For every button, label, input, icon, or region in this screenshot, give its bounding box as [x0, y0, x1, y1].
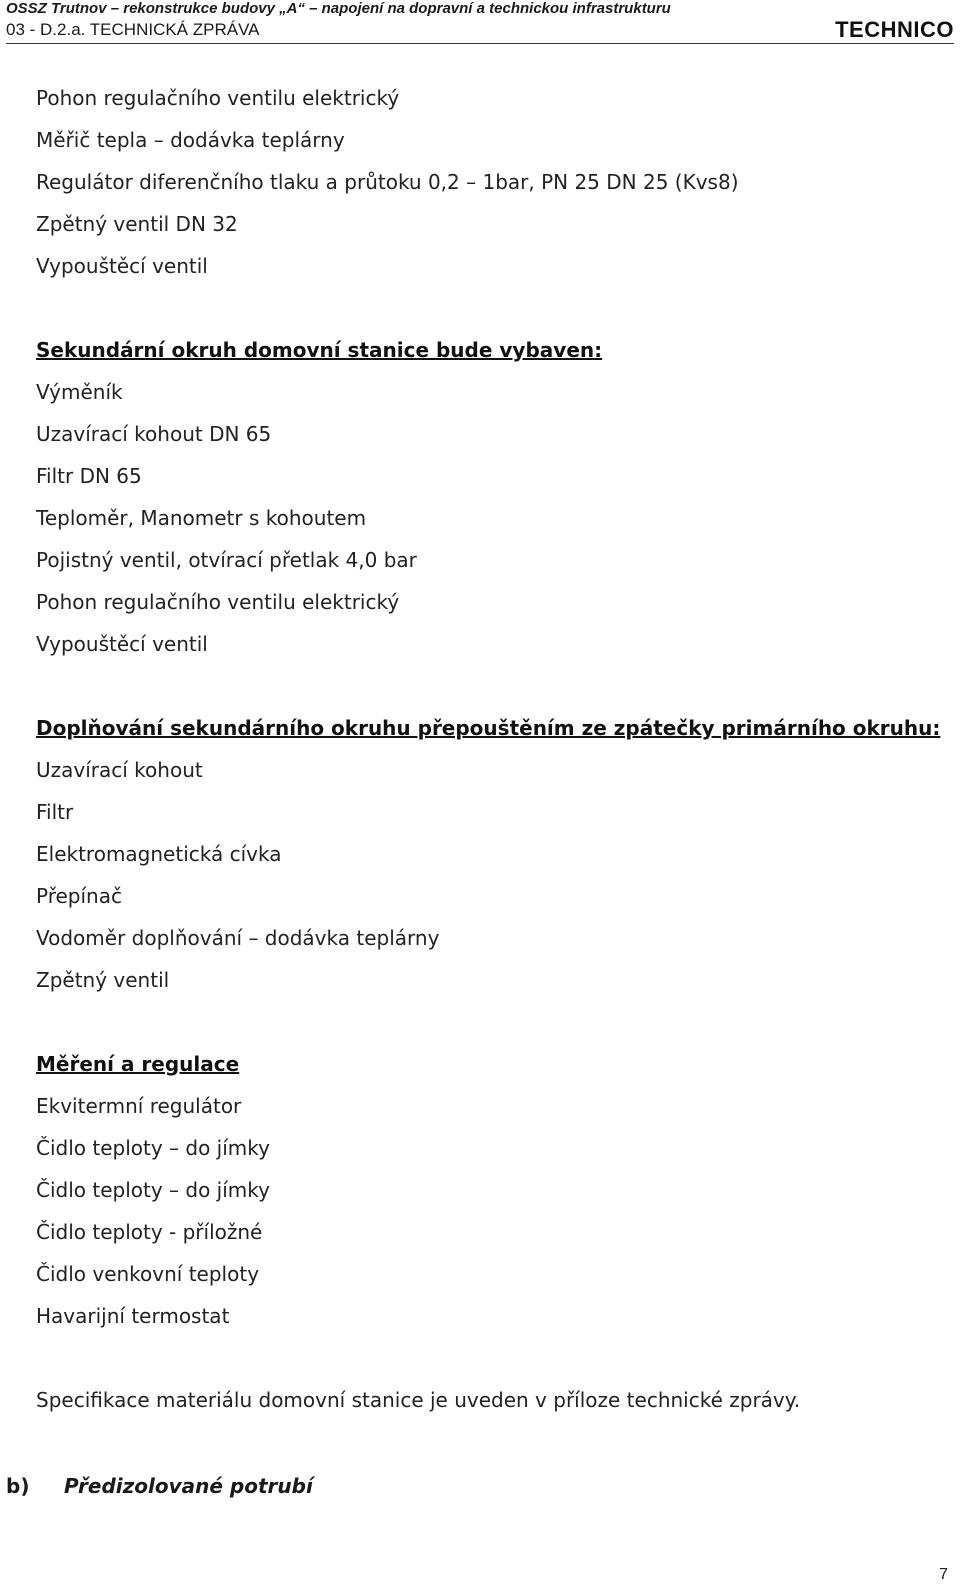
- list-item: Přepínač: [36, 884, 122, 908]
- project-title: OSSZ Trutnov – rekonstrukce budovy „A“ – napojení na dopravní a technickou infrastrukturu: [6, 0, 671, 17]
- list-item: Čidlo teploty – do jímky: [36, 1178, 270, 1202]
- document-title: 03 - D.2.a. TECHNICKÁ ZPRÁVA: [6, 20, 260, 39]
- list-item: Filtr: [36, 800, 74, 824]
- company-logo: TECHNICO: [835, 17, 954, 42]
- section-heading-measurement: Měření a regulace: [36, 1052, 240, 1076]
- list-item: Zpětný ventil DN 32: [36, 212, 238, 236]
- list-item: Ekvitermní regulátor: [36, 1094, 242, 1118]
- page-number: 7: [939, 1566, 948, 1583]
- list-item: Měřič tepla – dodávka teplárny: [36, 128, 345, 152]
- section-title: Předizolované potrubí: [64, 1474, 313, 1498]
- list-item: Filtr DN 65: [36, 464, 142, 488]
- section-b-heading: [6, 1474, 313, 1498]
- section-marker: b): [6, 1474, 30, 1498]
- list-item: Čidlo teploty – do jímky: [36, 1136, 270, 1160]
- list-item: Čidlo venkovní teploty: [36, 1262, 260, 1286]
- list-item: Vypouštěcí ventil: [36, 254, 208, 278]
- list-item: Uzavírací kohout: [36, 758, 203, 782]
- header-divider: [6, 43, 954, 44]
- list-item: Regulátor diferenčního tlaku a průtoku 0,2 – 1bar, PN 25 DN 25 (Kvs8): [36, 170, 739, 194]
- list-item: Elektromagnetická cívka: [36, 842, 282, 866]
- list-item: Pojistný ventil, otvírací přetlak 4,0 bar: [36, 548, 417, 572]
- section-heading-secondary-circuit: Sekundární okruh domovní stanice bude vybaven:: [36, 338, 603, 362]
- list-item: Pohon regulačního ventilu elektrický: [36, 86, 400, 110]
- specification-note: Specifikace materiálu domovní stanice je uveden v příloze technické zprávy.: [36, 1388, 801, 1412]
- list-item: Pohon regulačního ventilu elektrický: [36, 590, 400, 614]
- list-item: Vodoměr doplňování – dodávka teplárny: [36, 926, 440, 950]
- list-item: Uzavírací kohout DN 65: [36, 422, 272, 446]
- list-item: Vypouštěcí ventil: [36, 632, 208, 656]
- list-item: Výměník: [36, 380, 123, 404]
- list-item: Zpětný ventil: [36, 968, 170, 992]
- page-header: [0, 0, 960, 44]
- list-item: Teploměr, Manometr s kohoutem: [36, 506, 367, 530]
- list-item: Čidlo teploty - příložné: [36, 1220, 263, 1244]
- list-item: Havarijní termostat: [36, 1304, 230, 1328]
- section-heading-refill: Doplňování sekundárního okruhu přepouštěním ze zpátečky primárního okruhu:: [36, 716, 941, 740]
